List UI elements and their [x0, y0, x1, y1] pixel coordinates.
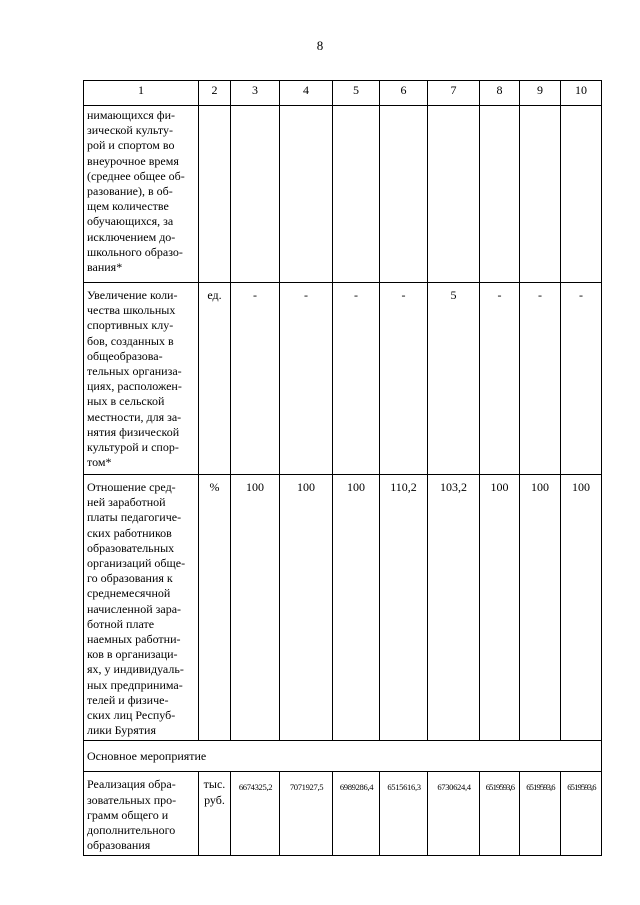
value-cell: - [480, 283, 520, 475]
value-cell: 7071927,5 [280, 772, 333, 856]
value-cell [480, 106, 520, 283]
value-cell: 100 [333, 475, 380, 741]
value-cell: 100 [520, 475, 561, 741]
value-cell: 110,2 [380, 475, 428, 741]
page-number: 8 [316, 38, 324, 53]
unit-cell [199, 106, 231, 283]
indicator-name: нимающихся фи- зической культу- рой и спортом во внеурочное время (среднее общее об- разование), в об- щем количестве обучающихся, за исключением до- школьного образо- вания* [84, 106, 199, 283]
value-cell: - [520, 283, 561, 475]
header-cell: 2 [199, 81, 231, 106]
indicator-name: Увеличение коли- чества школьных спортивных клу- бов, созданных в общеобразова- тельных организа- циях, расположен- ных в сельской местности, для за- нятия физической культурой и спор- том* [84, 283, 199, 475]
section-row [84, 741, 602, 772]
table-row [84, 772, 602, 856]
header-cell: 6 [380, 81, 428, 106]
value-cell: - [231, 283, 280, 475]
value-cell [280, 106, 333, 283]
indicator-name: Реализация обра- зовательных про- грамм общего и дополнительного образования [84, 772, 199, 856]
header-cell: 4 [280, 81, 333, 106]
indicator-name: Отношение сред- ней заработной платы педагогиче- ских работников образовательных организаций обще- го образования к среднемесячной начисленной зара- ботной плате наемных работни- ков в организаци- ях, у индивидуаль- ных предпринима- телей и физиче- ских лиц Респуб- лики Бурятия [84, 475, 199, 741]
indicators-table [83, 80, 602, 856]
table-row [84, 106, 602, 283]
value-cell [561, 106, 602, 283]
unit-cell: ед. [199, 283, 231, 475]
value-cell: 100 [231, 475, 280, 741]
value-cell: - [280, 283, 333, 475]
value-cell: - [561, 283, 602, 475]
header-cell: 10 [561, 81, 602, 106]
header-cell: 3 [231, 81, 280, 106]
header-cell: 5 [333, 81, 380, 106]
value-cell: 100 [480, 475, 520, 741]
value-cell: 6519593,6 [480, 772, 520, 856]
table-row [84, 475, 602, 741]
value-cell [380, 106, 428, 283]
value-cell [333, 106, 380, 283]
value-cell: 100 [280, 475, 333, 741]
table-row [84, 283, 602, 475]
header-cell: 8 [480, 81, 520, 106]
unit-cell: % [199, 475, 231, 741]
value-cell: 6989286,4 [333, 772, 380, 856]
value-cell: - [333, 283, 380, 475]
header-cell: 7 [428, 81, 480, 106]
value-cell: 6519593,6 [561, 772, 602, 856]
value-cell: 6674325,2 [231, 772, 280, 856]
value-cell: - [380, 283, 428, 475]
value-cell: 5 [428, 283, 480, 475]
section-label: Основное мероприятие [84, 741, 602, 772]
value-cell [520, 106, 561, 283]
header-cell: 1 [84, 81, 199, 106]
value-cell [428, 106, 480, 283]
value-cell: 6515616,3 [380, 772, 428, 856]
value-cell: 6730624,4 [428, 772, 480, 856]
value-cell: 6519593,6 [520, 772, 561, 856]
header-cell: 9 [520, 81, 561, 106]
value-cell [231, 106, 280, 283]
header-row [84, 81, 602, 106]
value-cell: 103,2 [428, 475, 480, 741]
value-cell: 100 [561, 475, 602, 741]
unit-cell: тыс. руб. [199, 772, 231, 856]
